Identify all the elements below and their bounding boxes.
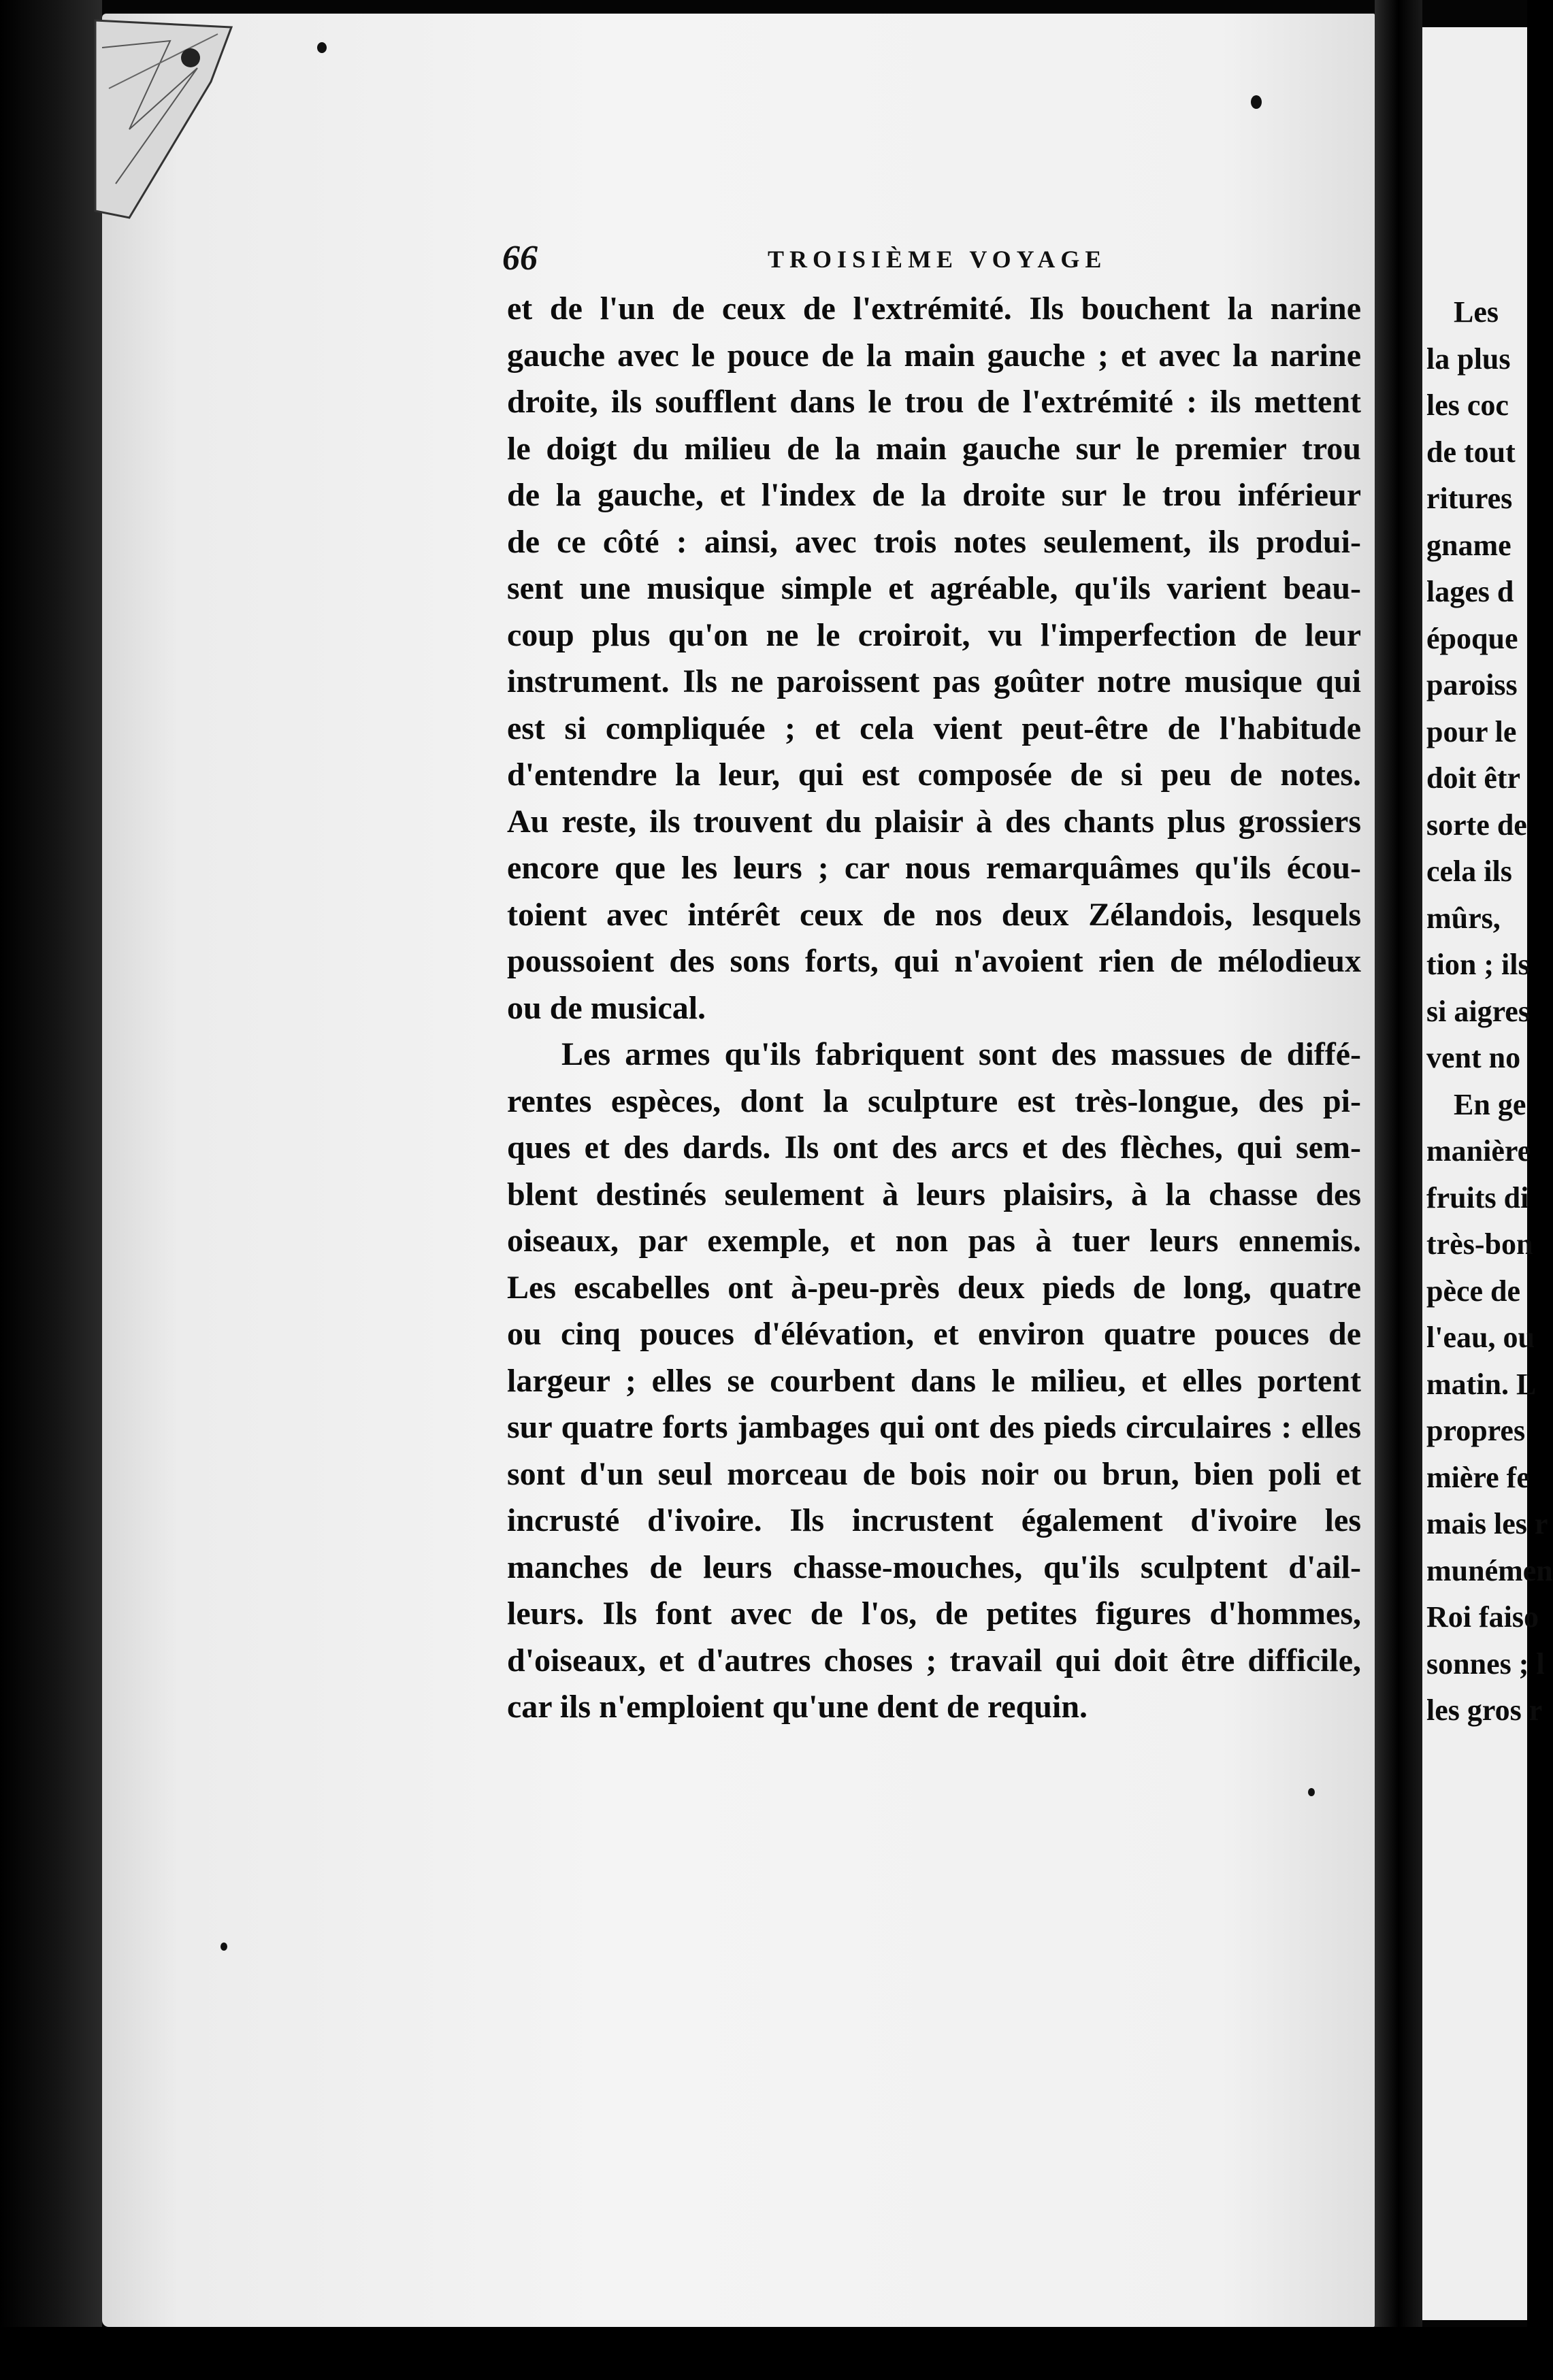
fragment-line: munémen — [1426, 1553, 1553, 1587]
text-line: largeur ; elles se courbent dans le milieu, et elles portent — [507, 1362, 1361, 1399]
text-line: manches de leurs chasse-mouches, qu'ils sculptent d'ail- — [507, 1549, 1361, 1585]
right-page-text-fragments — [1426, 289, 1553, 1734]
fragment-line: l'eau, ou — [1426, 1321, 1535, 1354]
fragment-line: lages d — [1426, 575, 1514, 608]
fragment-line: Roi faiso — [1426, 1600, 1539, 1634]
text-line: d'entendre la leur, qui est composée de si peu de notes. — [507, 757, 1361, 793]
fragment-line: sonnes ; l — [1426, 1647, 1545, 1681]
text-line: coup plus qu'on ne le croiroit, vu l'imperfection de leur — [507, 616, 1361, 653]
fragment-line: cela ils — [1426, 855, 1512, 888]
fragment-line: la plus — [1426, 342, 1511, 376]
text-line: ques et des dards. Ils ont des arcs et des flèches, qui sem- — [507, 1129, 1361, 1166]
fragment-line: pèce de — [1426, 1274, 1521, 1308]
text-line: blent destinés seulement à leurs plaisirs, à la chasse des — [507, 1176, 1361, 1212]
page-header — [502, 238, 1360, 279]
fragment-line: mière fe — [1426, 1460, 1530, 1494]
fragment-line: mûrs, — [1426, 901, 1501, 935]
body-text — [507, 286, 1361, 1731]
binding-edge — [0, 0, 102, 2380]
fragment-line: fruits di — [1426, 1180, 1529, 1214]
fragment-line: matin. L — [1426, 1367, 1537, 1401]
text-line: car ils n'emploient qu'une dent de requin. — [507, 1689, 1088, 1725]
bottom-shadow — [0, 2327, 1527, 2380]
text-line: rentes espèces, dont la sculpture est très-longue, des pi- — [507, 1082, 1361, 1119]
fragment-line: gname — [1426, 528, 1511, 562]
text-line: droite, ils soufflent dans le trou de l'extrémité : ils mettent — [507, 384, 1361, 420]
fragment-line: propres — [1426, 1414, 1526, 1447]
paragraph-start-line: Les armes qu'ils fabriquent sont des massues de diffé- — [561, 1036, 1361, 1072]
text-line: Au reste, ils trouvent du plaisir à des chants plus grossiers — [507, 803, 1361, 840]
fragment-line: les coc — [1426, 389, 1509, 422]
text-line: oiseaux, par exemple, et non pas à tuer leurs ennemis. — [507, 1223, 1361, 1259]
fragment-line: ritures — [1426, 482, 1513, 515]
text-line: de ce côté : ainsi, avec trois notes seulement, ils produi- — [507, 523, 1361, 560]
text-line: ou de musical. — [507, 989, 706, 1026]
fragment-line: manière — [1426, 1134, 1531, 1168]
text-line: de la gauche, et l'index de la droite sur le trou inférieur — [507, 477, 1361, 513]
ink-speck — [220, 1943, 227, 1951]
fragment-line: En ge — [1454, 1087, 1526, 1121]
fragment-line: pour le — [1426, 714, 1517, 748]
text-line: d'oiseaux, et d'autres choses ; travail qui doit être difficile, — [507, 1642, 1361, 1679]
fragment-line: Les — [1454, 295, 1499, 329]
fragment-line: de tout — [1426, 435, 1516, 469]
text-line: est si compliquée ; et cela vient peut-être de l'habitude — [507, 710, 1361, 746]
torn-corner-fragment — [88, 7, 245, 218]
text-line: et de l'un de ceux de l'extrémité. Ils bouchent la narine — [507, 291, 1361, 327]
ink-speck — [1251, 95, 1262, 109]
fragment-line: vent no — [1426, 1041, 1521, 1074]
text-line: sur quatre forts jambages qui ont des pieds circulaires : elles — [507, 1409, 1361, 1445]
ink-speck — [317, 42, 327, 53]
fragment-line: sorte de — [1426, 808, 1527, 842]
text-line: encore que les leurs ; car nous remarquâmes qu'ils écou- — [507, 850, 1361, 886]
fragment-line: paroiss — [1426, 668, 1518, 701]
text-line: sont d'un seul morceau de bois noir ou brun, bien poli et — [507, 1455, 1361, 1492]
fragment-line: époque — [1426, 621, 1518, 655]
page-number: 66 — [502, 239, 538, 278]
text-line: poussoient des sons forts, qui n'avoient rien de mélodieux — [507, 943, 1361, 979]
text-line: incrusté d'ivoire. Ils incrustent également d'ivoire les — [507, 1502, 1361, 1538]
fragment-line: les gros r — [1426, 1693, 1543, 1727]
fragment-line: très-bon — [1426, 1227, 1533, 1261]
fragment-line: mais les r — [1426, 1507, 1548, 1540]
text-line: Les escabelles ont à-peu-près deux pieds de long, quatre — [507, 1269, 1361, 1306]
running-head: TROISIÈME VOYAGE — [768, 246, 1107, 273]
text-line: gauche avec le pouce de la main gauche ; et avec la narine — [507, 337, 1361, 374]
fragment-line: tion ; ils — [1426, 948, 1530, 981]
text-line: toient avec intérêt ceux de nos deux Zélandois, lesquels — [507, 896, 1361, 933]
text-line: leurs. Ils font avec de l'os, de petites figures d'hommes, — [507, 1596, 1361, 1632]
fragment-line: doit êtr — [1426, 761, 1521, 795]
text-line: ou cinq pouces d'élévation, et environ quatre pouces de — [507, 1316, 1361, 1352]
text-line: le doigt du milieu de la main gauche sur le premier trou — [507, 430, 1361, 467]
fragment-line: si aigres — [1426, 994, 1530, 1028]
text-line: sent une musique simple et agréable, qu'ils varient beau- — [507, 570, 1361, 606]
ink-speck — [1308, 1788, 1315, 1796]
text-line: instrument. Ils ne paroissent pas goûter notre musique qui — [507, 663, 1361, 699]
page-gutter — [1375, 0, 1422, 2380]
